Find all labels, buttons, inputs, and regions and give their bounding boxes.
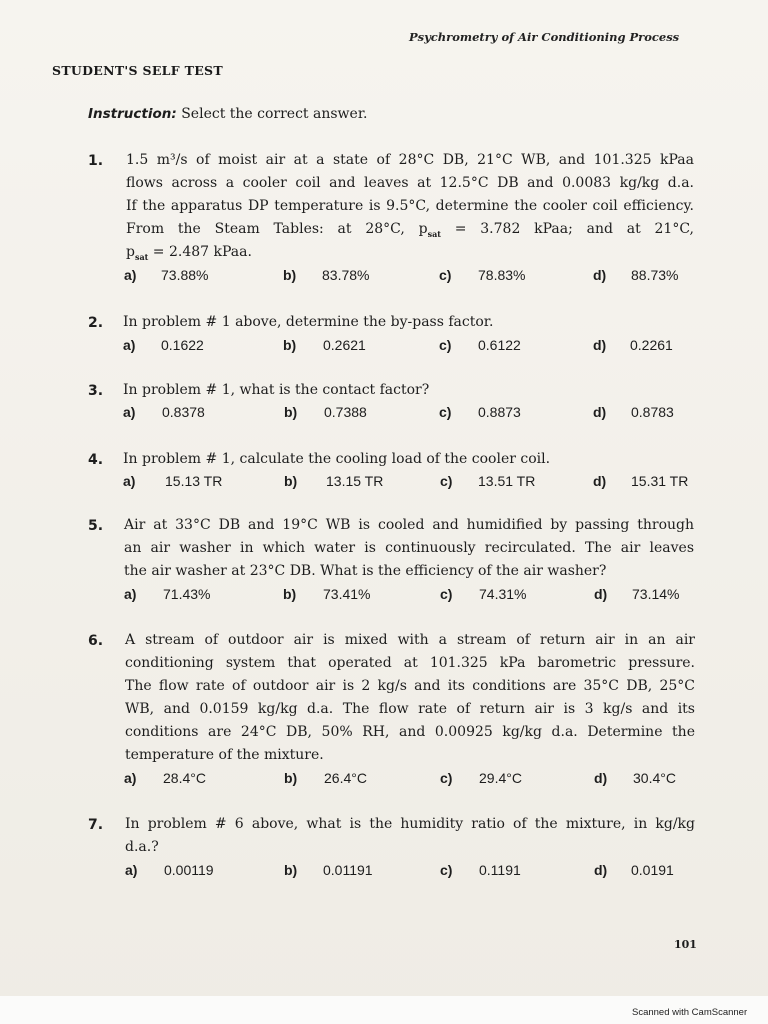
option-a-value[interactable]: 0.00119 (164, 862, 214, 878)
question-number: 3. (88, 383, 104, 399)
option-a-value[interactable]: 15.13 TR (165, 473, 223, 489)
option-c-value[interactable]: 13.51 TR (478, 473, 536, 489)
option-b-label: b) (284, 473, 298, 489)
option-a-value[interactable]: 0.1622 (161, 337, 204, 353)
option-a-label: a) (123, 404, 136, 420)
option-b-value[interactable]: 0.01191 (323, 862, 373, 878)
option-a-label: a) (123, 337, 136, 353)
option-d-label: d) (593, 404, 607, 420)
option-a-value[interactable]: 28.4°C (163, 770, 206, 786)
question-text-line: conditions are 24°C DB, 50% RH, and 0.00925 kg/kg d.a. Determine the (125, 724, 695, 740)
option-c-value[interactable]: 0.6122 (478, 337, 521, 353)
subscript: sat (134, 252, 149, 262)
option-d-value[interactable]: 30.4°C (633, 770, 676, 786)
option-c-value[interactable]: 0.1191 (479, 862, 521, 878)
text-segment: = 3.782 kPaa; and at 21°C, (440, 221, 694, 237)
option-d-value[interactable]: 15.31 TR (631, 473, 689, 489)
question-text-line: 1.5 m³/s of moist air at a state of 28°C DB, 21°C WB, and 101.325 kPaa (126, 152, 694, 168)
scanner-watermark: Scanned with CamScanner (632, 1007, 748, 1018)
option-d-label: d) (594, 862, 608, 878)
question-text-line: temperature of the mixture. (125, 747, 324, 763)
question-text-line: an air washer in which water is continuously recirculated. The air leaves (124, 540, 694, 556)
option-b-label: b) (284, 862, 298, 878)
option-c-label: c) (440, 862, 453, 878)
option-b-value[interactable]: 13.15 TR (326, 473, 384, 489)
option-a-label: a) (123, 473, 136, 489)
instruction-text: Select the correct answer. (181, 106, 368, 122)
option-a-value[interactable]: 0.8378 (162, 404, 205, 420)
question-number: 5. (88, 518, 104, 534)
question-text-line: the air washer at 23°C DB. What is the efficiency of the air washer? (124, 563, 607, 579)
option-c-value[interactable]: 0.8873 (478, 404, 521, 420)
option-a-value[interactable]: 71.43% (163, 586, 211, 602)
option-b-value[interactable]: 26.4°C (324, 770, 367, 786)
option-a-value[interactable]: 73.88% (161, 267, 209, 283)
question-text-line (126, 221, 694, 239)
option-d-value[interactable]: 73.14% (632, 586, 680, 602)
option-a-label: a) (125, 862, 138, 878)
question-text-line: In problem # 6 above, what is the humidity ratio of the mixture, in kg/kg (125, 816, 695, 832)
option-a-label: a) (124, 586, 137, 602)
option-d-label: d) (593, 267, 607, 283)
option-b-value[interactable]: 73.41% (323, 586, 371, 602)
text-segment: p (126, 244, 135, 260)
option-c-label: c) (439, 404, 452, 420)
option-d-label: d) (593, 473, 607, 489)
section-title: STUDENT'S SELF TEST (52, 63, 223, 78)
option-b-label: b) (284, 770, 298, 786)
question-number: 7. (88, 817, 104, 833)
option-c-label: c) (440, 586, 453, 602)
instruction (88, 106, 367, 122)
question-text-line: d.a.? (125, 839, 159, 855)
question-text-line: The flow rate of outdoor air is 2 kg/s and its conditions are 35°C DB, 25°C (125, 678, 695, 694)
question-text-line (126, 244, 252, 262)
option-d-label: d) (593, 337, 607, 353)
question-number: 4. (88, 452, 104, 468)
option-c-value[interactable]: 78.83% (478, 267, 526, 283)
option-c-value[interactable]: 74.31% (479, 586, 527, 602)
question-text-line: In problem # 1, what is the contact factor? (123, 382, 430, 398)
option-d-value[interactable]: 0.0191 (631, 862, 674, 878)
option-d-value[interactable]: 88.73% (631, 267, 679, 283)
question-text-line: A stream of outdoor air is mixed with a stream of return air in an air (125, 632, 695, 648)
option-b-label: b) (283, 267, 297, 283)
option-b-label: b) (284, 404, 298, 420)
question-text-line: conditioning system that operated at 101.325 kPa barometric pressure. (125, 655, 695, 671)
subscript: sat (427, 229, 441, 239)
question-text-line: In problem # 1 above, determine the by-pass factor. (123, 314, 494, 330)
option-b-label: b) (283, 337, 297, 353)
option-c-label: c) (439, 337, 452, 353)
question-number: 6. (88, 633, 104, 649)
question-text-line: If the apparatus DP temperature is 9.5°C, determine the cooler coil efficiency. (126, 198, 694, 214)
option-c-value[interactable]: 29.4°C (479, 770, 522, 786)
question-text-line: In problem # 1, calculate the cooling load of the cooler coil. (123, 451, 551, 467)
option-b-label: b) (283, 586, 297, 602)
option-a-label: a) (124, 770, 137, 786)
option-d-label: d) (594, 586, 608, 602)
running-head: Psychrometry of Air Conditioning Process (409, 30, 680, 44)
option-a-label: a) (124, 267, 137, 283)
question-text-line: flows across a cooler coil and leaves at 12.5°C DB and 0.0083 kg/kg d.a. (126, 175, 694, 191)
option-d-value[interactable]: 0.2261 (630, 337, 673, 353)
question-text-line: WB, and 0.0159 kg/kg d.a. The flow rate of return air is 3 kg/s and its (125, 701, 695, 717)
option-b-value[interactable]: 83.78% (322, 267, 370, 283)
page-number: 101 (674, 938, 697, 951)
text-segment: From the Steam Tables: at 28°C, p (126, 221, 428, 237)
question-number: 2. (88, 315, 104, 331)
option-d-label: d) (594, 770, 608, 786)
question-number: 1. (88, 153, 104, 169)
option-c-label: c) (439, 267, 452, 283)
question-text-line: Air at 33°C DB and 19°C WB is cooled and humidified by passing through (124, 517, 694, 533)
option-c-label: c) (440, 473, 453, 489)
option-b-value[interactable]: 0.2621 (323, 337, 366, 353)
text-segment: = 2.487 kPaa. (148, 244, 252, 260)
option-b-value[interactable]: 0.7388 (324, 404, 367, 420)
option-c-label: c) (440, 770, 453, 786)
instruction-label: Instruction: (88, 106, 177, 122)
option-d-value[interactable]: 0.8783 (631, 404, 674, 420)
